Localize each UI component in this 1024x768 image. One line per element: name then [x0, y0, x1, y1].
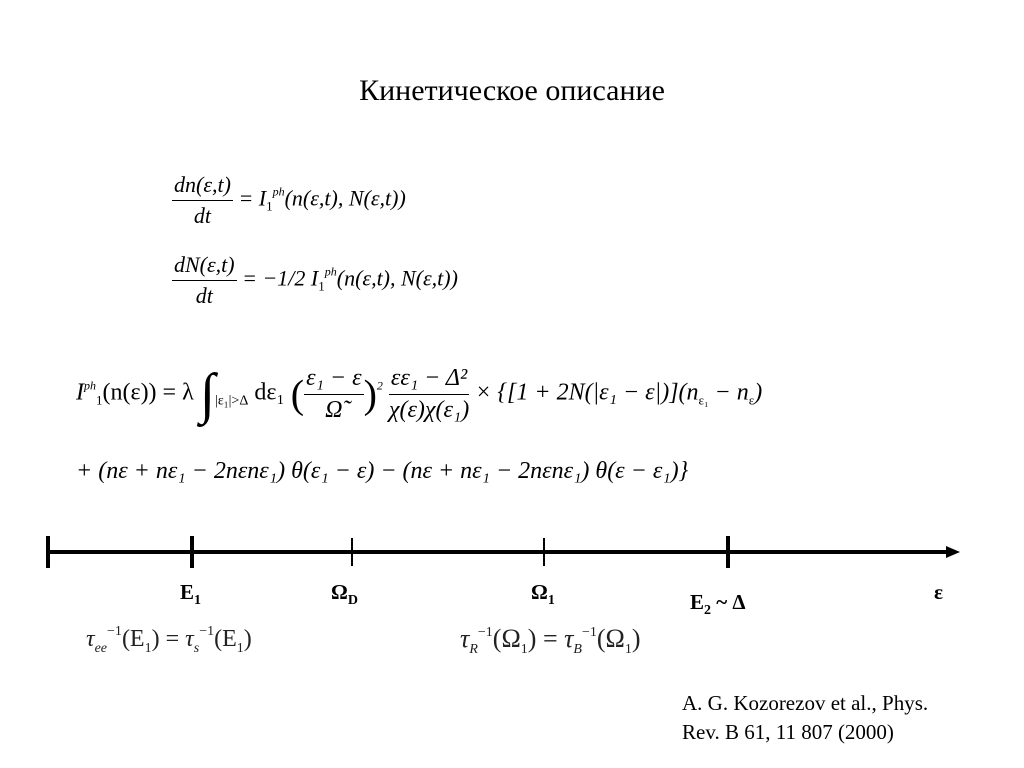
integral-limit: |ε₁|>Δ: [215, 393, 249, 409]
fraction-denominator: χ(ε)χ(ε₁): [388, 396, 470, 423]
axis-label-epsilon: [934, 580, 943, 605]
fraction-denominator: dt: [193, 203, 212, 228]
label-main: Ω: [531, 580, 548, 604]
occupation-minus: − n: [708, 379, 749, 406]
citation-reference: [682, 689, 1002, 747]
fraction-denominator: dt: [195, 283, 213, 308]
fraction-numerator: dn(ε,t): [172, 172, 233, 201]
label-tail: ~ Δ: [711, 590, 746, 614]
rhs-operator: = −1/2 I: [242, 265, 319, 291]
tau-superscript: −1: [477, 625, 493, 640]
label-main: ε: [934, 580, 943, 604]
label-sub: 1: [194, 593, 202, 608]
equals-sign: =: [536, 624, 565, 653]
fraction-numerator: εε₁ − Δ²: [389, 365, 469, 395]
citation-line-1: A. G. Kozorezov et al., Phys.: [682, 691, 929, 715]
label-sub: 1: [547, 593, 555, 608]
tau-argument-subscript: 1: [624, 642, 632, 657]
tau-subscript: B: [573, 642, 582, 657]
equals-sign: =: [159, 626, 186, 652]
right-paren-icon: ): [363, 371, 377, 417]
tau-argument-close: ): [631, 624, 641, 653]
tau-superscript: −1: [581, 625, 597, 640]
axis-label-Omega1: [531, 580, 555, 609]
d-epsilon: dε₁: [254, 379, 285, 406]
tau-argument-subscript: 1: [236, 641, 244, 656]
occupation-factor: × {[1 + 2N(|ε₁ − ε|)](n: [475, 379, 699, 406]
lhs-arguments: (n(ε)) = λ: [102, 379, 194, 406]
axis-label-E1: [180, 580, 201, 609]
label-sub: D: [347, 593, 358, 608]
lhs-superscript: ph: [84, 378, 96, 393]
fraction-numerator: ε₁ − ε: [304, 365, 363, 395]
occupation-close: ): [754, 379, 763, 406]
axis-arrowhead-icon: [946, 546, 960, 558]
label-main: E: [690, 590, 705, 614]
rhs-subscript: 1: [318, 278, 325, 294]
tau-argument-close: ): [243, 626, 252, 652]
tau-subscript: R: [469, 642, 478, 657]
rhs-superscript: ph: [324, 264, 337, 279]
rhs-arguments: (n(ε,t), N(ε,t)): [284, 185, 406, 211]
tau-subscript: ee: [94, 641, 108, 656]
axis-label-E2-Delta: [690, 590, 746, 619]
rhs-superscript: ph: [272, 184, 285, 199]
tau-argument: (E: [214, 626, 237, 652]
label-main: E: [180, 580, 195, 604]
power-exponent: 2: [376, 378, 383, 393]
fraction-numerator: dN(ε,t): [172, 252, 237, 281]
tau-superscript: −1: [199, 624, 215, 639]
citation-line-2: Rev. B 61, 11 807 (2000): [682, 720, 894, 744]
left-paren-icon: (: [290, 371, 305, 417]
tau-symbol: τ: [86, 626, 95, 652]
lhs-subscript: 1: [96, 392, 103, 408]
tau-argument-subscript: 1: [520, 642, 528, 657]
fraction-denominator: Ω̃: [325, 396, 343, 423]
occupation-subscript-b: ε: [748, 392, 755, 408]
collision-integral-line2: + (nε + nε₁ − 2nεnε₁) θ(ε₁ − ε) − (nε + nε₁ − 2nεnε₁) θ(ε − ε₁)}: [76, 458, 689, 484]
relation-tau-R-tau-B: [460, 624, 641, 658]
tau-argument-subscript: 1: [144, 641, 152, 656]
tau-symbol: τ: [185, 626, 194, 652]
rhs-operator: = I: [238, 185, 267, 211]
label-sub: 2: [704, 603, 712, 618]
rhs-arguments: (n(ε,t), N(ε,t)): [336, 265, 458, 291]
tau-argument: (Ω: [492, 624, 521, 653]
integral-sign-icon: ∫: [199, 363, 216, 425]
tau-argument-close: ): [151, 626, 160, 652]
tau-argument: (E: [121, 626, 145, 652]
axis-label-OmegaD: [331, 580, 358, 609]
tau-argument-close: ): [527, 624, 537, 653]
tau-symbol: τ: [564, 624, 574, 653]
relation-tau-ee-tau-s: [86, 624, 252, 657]
tau-subscript: s: [193, 641, 200, 656]
tau-symbol: τ: [460, 624, 470, 653]
lhs-symbol: I: [76, 379, 84, 406]
label-main: Ω: [331, 580, 348, 604]
tau-superscript: −1: [107, 624, 122, 639]
slide-title: Кинетическое описание: [359, 74, 665, 107]
tau-argument: (Ω: [596, 624, 625, 653]
occupation-subscript-a: ε₁: [698, 392, 709, 408]
rhs-subscript: 1: [266, 198, 273, 214]
